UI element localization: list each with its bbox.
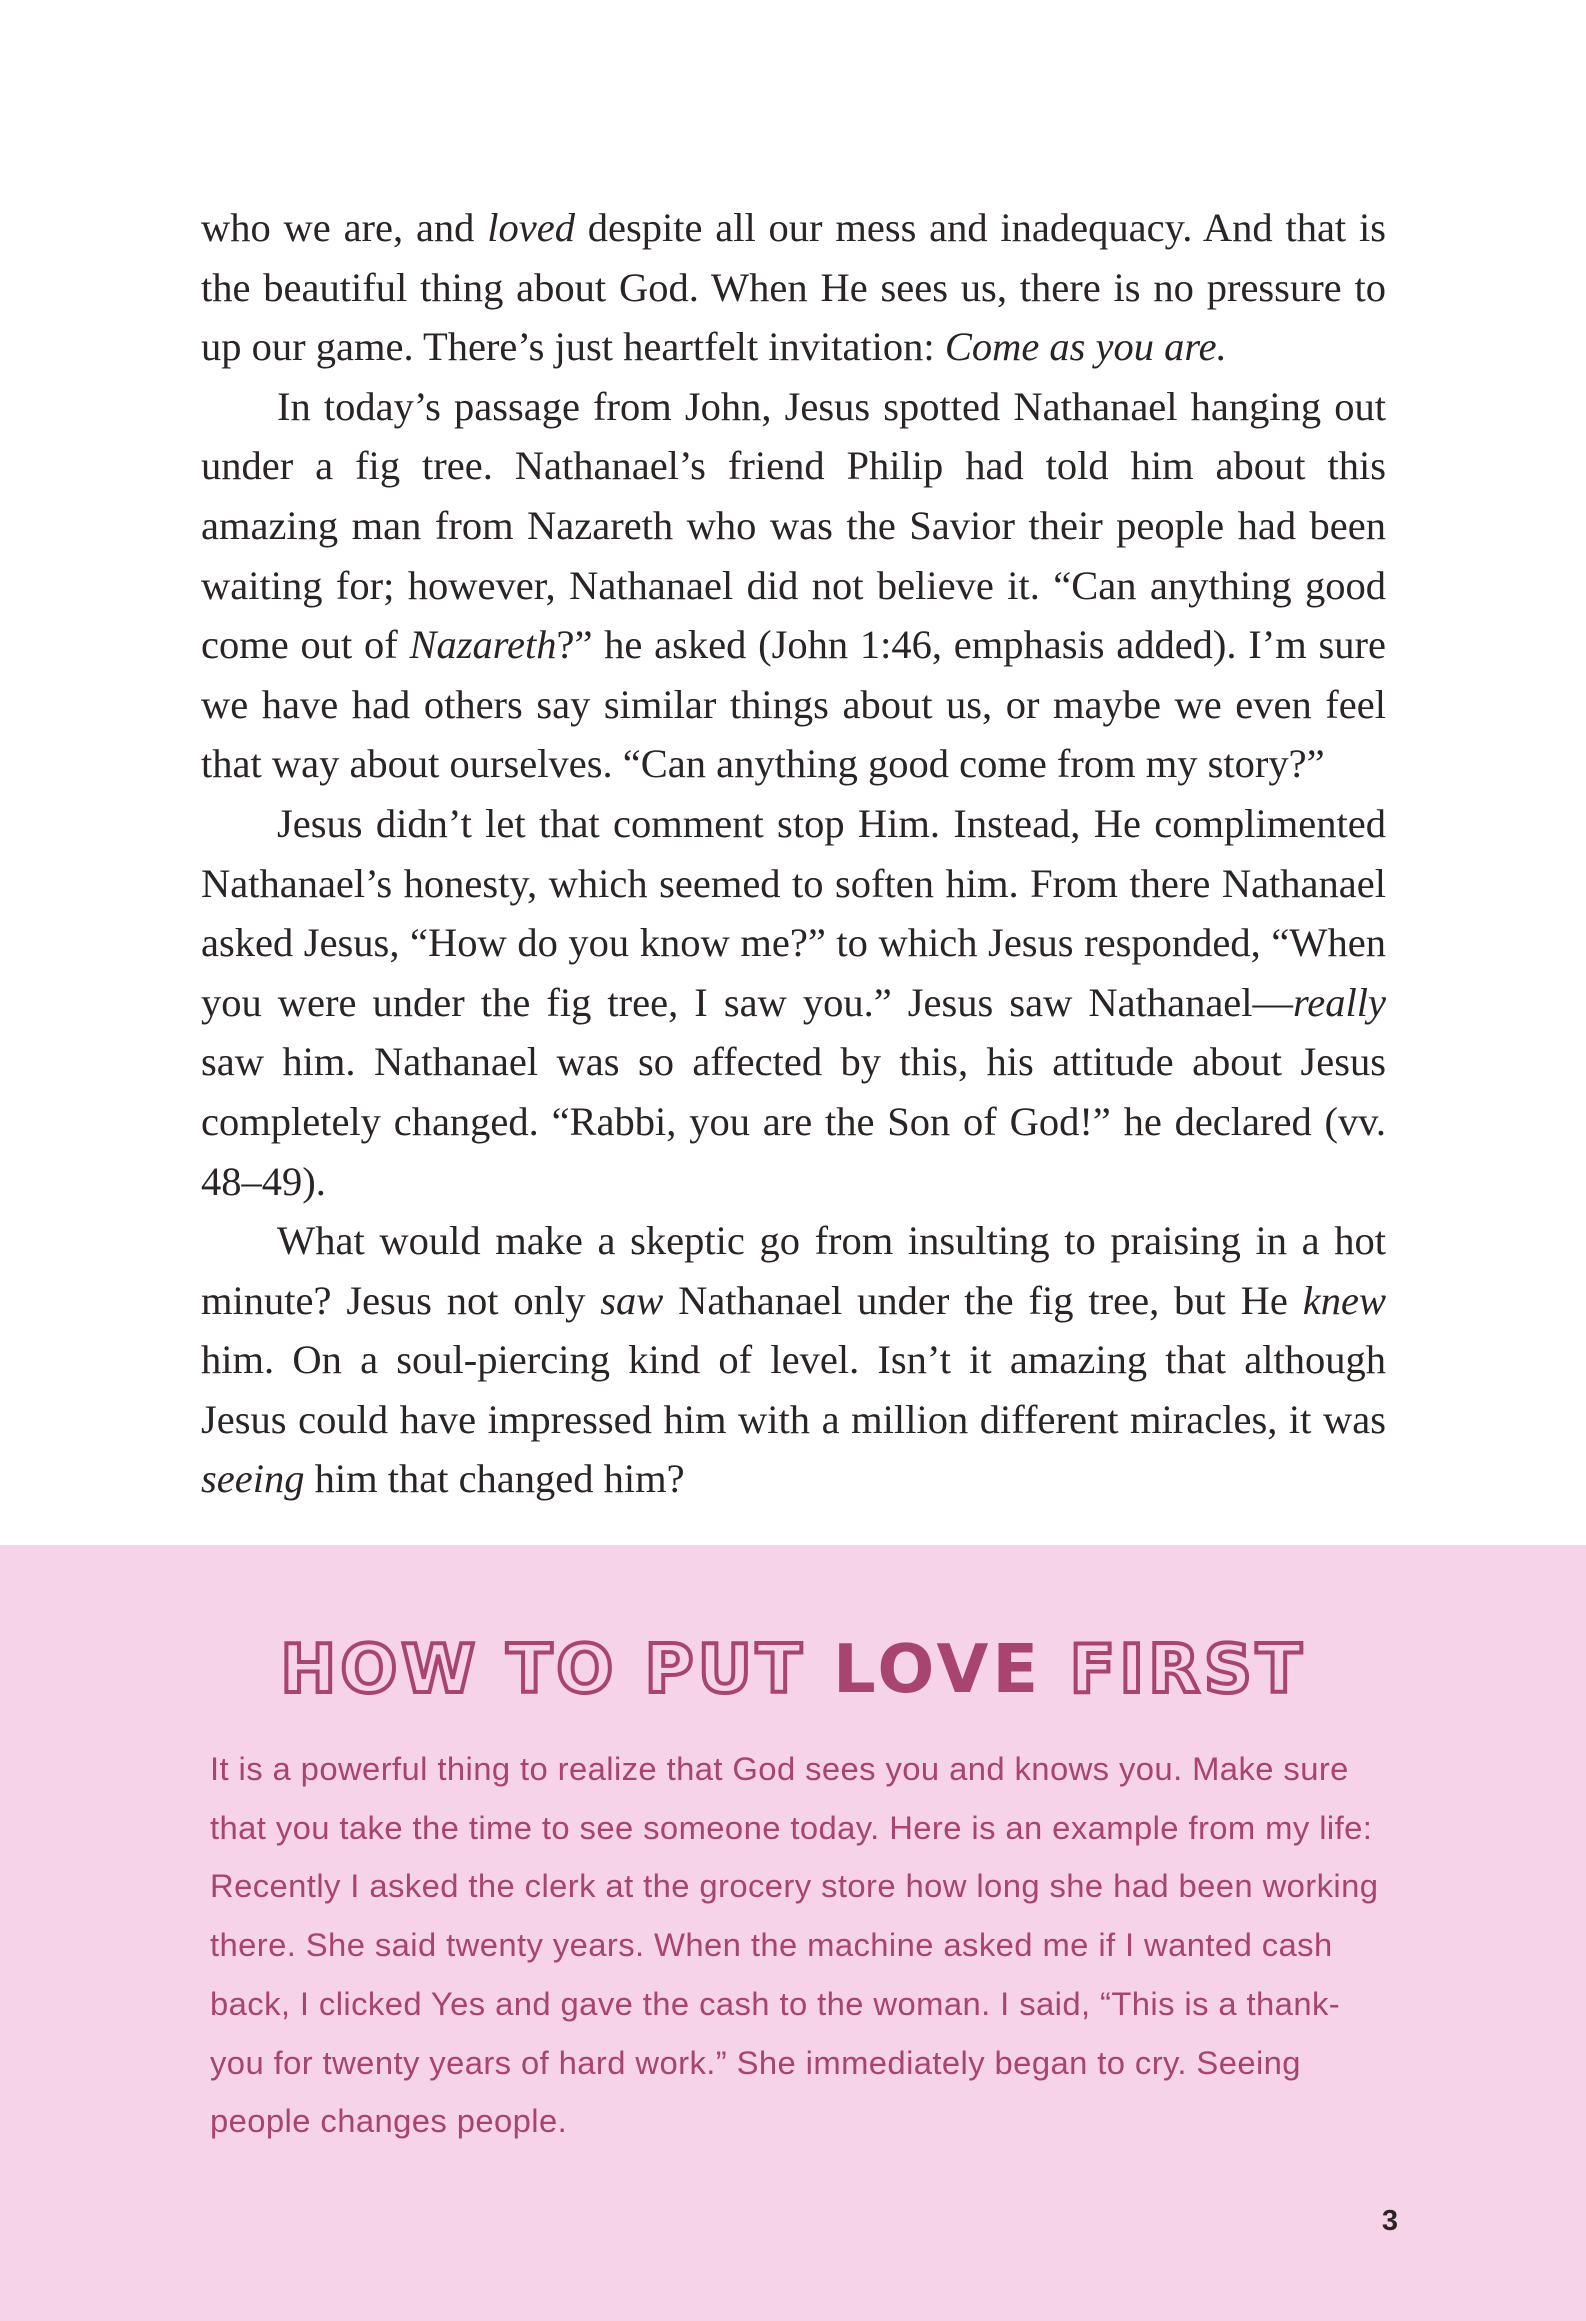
emphasis-come-as-you-are: Come as you are.	[944, 324, 1227, 370]
emphasis-seeing: seeing	[201, 1456, 305, 1502]
callout-text: It is a powerful thing to realize that God sees you and knows you. Make sure that you take the time to see someone today. Here is an example from my life: Recently I asked the clerk at the grocery store how long she had been working there. She said twenty years. When the machine asked me if I wanted cash back, I clicked Yes and gave the cash to the woman. I said, “This is a thank-you for twenty years of hard work.” She immediately began to cry. Seeing people changes people.	[210, 1750, 1379, 2140]
paragraph-1: who we are, and loved despite all our mess and inadequacy. And that is the beautiful thing about God. When He sees us, there is no pressure to up our game. There’s just heartfelt invitation: Come as you are.	[201, 205, 1386, 370]
emphasis-really: really	[1293, 979, 1386, 1025]
emphasis-nazareth: Nazareth	[409, 622, 557, 668]
paragraph-4: What would make a skeptic go from insulting to praising in a hot minute? Jesus not only saw Nathanael under the fig tree, but He knew him. On a soul-piercing kind of level. Isn’t it amazing that although Jesus could have impressed him with a million different miracles, it was seeing him that changed him?	[201, 1218, 1386, 1502]
page-number: 3	[1381, 2205, 1398, 2237]
emphasis-knew: knew	[1302, 1277, 1386, 1323]
emphasis-saw: saw	[600, 1277, 664, 1323]
emphasis-loved: loved	[487, 205, 575, 250]
callout-box	[0, 1545, 1586, 2321]
paragraph-3: Jesus didn’t let that comment stop Him. Instead, He complimented Nathanael’s honesty, which seemed to soften him. From there Nathanael asked Jesus, “How do you know me?” to which Jesus responded, “When you were under the fig tree, I saw you.” Jesus saw Nathanael—really saw him. Nathanael was so affected by this, his attitude about Jesus completely changed. “Rabbi, you are the Son of God!” he declared (vv. 48–49).	[201, 800, 1386, 1204]
paragraph-2: In today’s passage from John, Jesus spotted Nathanael hanging out under a fig tree. Nathanael’s friend Philip had told him about this amazing man from Nazareth who was the Savior their people had been waiting for; however, Nathanael did not believe it. “Can anything good come out of Nazareth?” he asked (John 1:46, emphasis added). I’m sure we have had others say similar things about us, or maybe we even feel that way about ourselves. “Can anything good come from my story?”	[201, 383, 1386, 787]
callout-title: HOW TO PUT LOVE FIRST	[280, 1630, 1306, 1708]
body-text	[201, 198, 1386, 1509]
callout-title-highlight: LOVE	[833, 1630, 1043, 1708]
